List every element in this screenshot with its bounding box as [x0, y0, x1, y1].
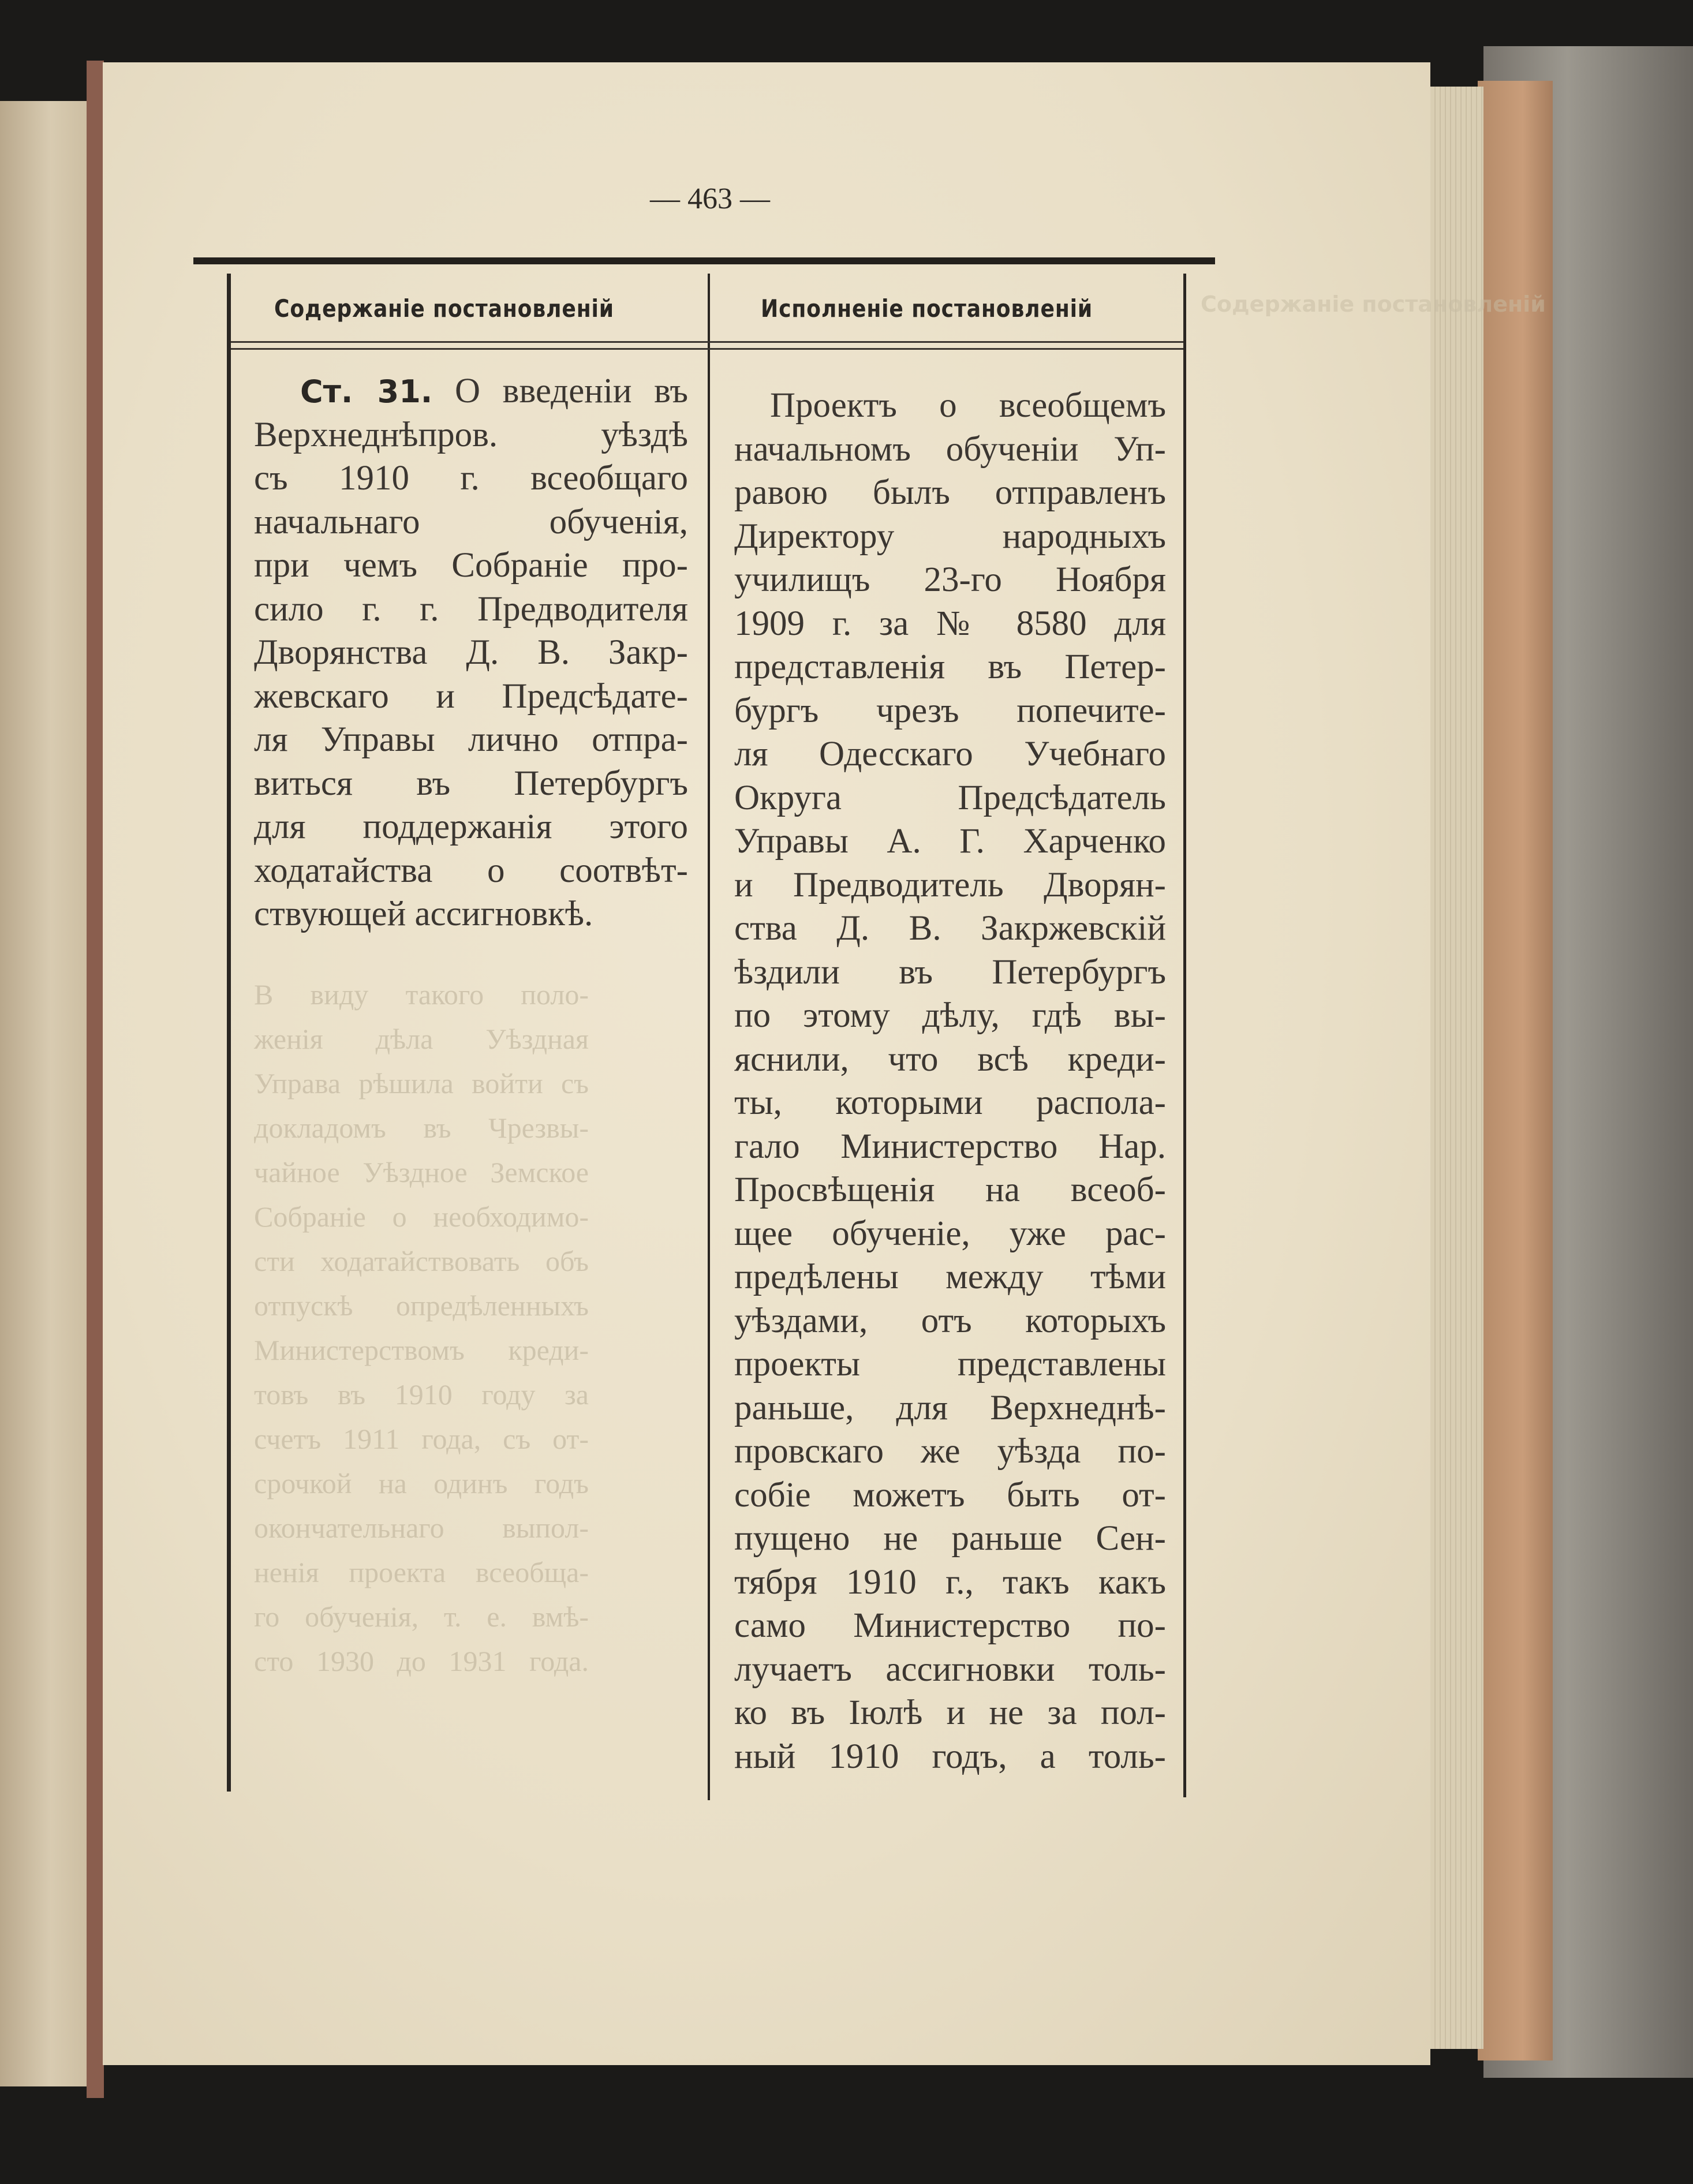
table-right-border	[1183, 274, 1186, 1797]
left-line: жевскаго и Предсѣдате-	[254, 676, 688, 716]
bleed-through-header: Содержаніе постановленій	[1201, 291, 1546, 317]
header-content-of-resolutions: Содержаніе постановленій	[274, 294, 614, 323]
right-line: яснили, что всѣ креди-	[734, 1039, 1166, 1079]
book-spine	[87, 61, 104, 2098]
right-line: Управы А. Г. Харченко	[734, 822, 1166, 861]
right-line: Проектъ о всеобщемъ	[770, 386, 1166, 425]
article-label: Ст. 31.	[300, 373, 433, 410]
right-line: и Предводитель Дворян-	[734, 865, 1166, 904]
right-line: тября 1910 г., такъ какъ	[734, 1562, 1166, 1602]
header-rule-upper	[231, 341, 1183, 343]
right-column-text	[734, 384, 1166, 1778]
left-page-edge	[0, 101, 101, 2086]
right-line: провскаго же уѣзда по-	[734, 1432, 1166, 1471]
left-line: Дворянства Д. В. Закр-	[254, 633, 688, 672]
right-line: ко въ Іюлѣ и не за пол-	[734, 1693, 1166, 1732]
left-line: съ 1910 г. всеобщаго	[254, 459, 688, 498]
right-line: бургъ чрезъ попечите-	[734, 691, 1166, 730]
left-line: сило г. г. Предводителя	[254, 589, 688, 629]
left-line: при чемъ Собраніе про-	[254, 546, 688, 585]
table-top-rule	[193, 257, 1215, 264]
right-line: училищъ 23-го Ноября	[734, 560, 1166, 599]
right-line: предѣлены между тѣми	[734, 1258, 1166, 1296]
right-line: ты, которыми распола-	[734, 1083, 1166, 1122]
cover-board	[1478, 81, 1553, 2060]
right-line: представленія въ Петер-	[734, 648, 1166, 686]
right-line: гало Министерство Нар.	[734, 1127, 1166, 1166]
right-line: ля Одесскаго Учебнаго	[734, 735, 1166, 773]
left-line: начальнаго обученія,	[254, 502, 688, 541]
right-line: раньше, для Верхнеднѣ-	[734, 1388, 1166, 1427]
page-stack-edge	[1426, 87, 1483, 2049]
left-first-line-text: О введеніи въ	[454, 372, 689, 410]
right-line: ѣздили въ Петербургъ	[734, 952, 1166, 992]
left-column-text	[254, 369, 688, 936]
right-line: 1909 г. за № 8580 для	[734, 604, 1166, 643]
right-line: ный 1910 годъ, а толь-	[734, 1737, 1166, 1776]
left-line: для поддержанія этого	[254, 807, 688, 846]
header-execution-of-resolutions: Исполненіе постановленій	[761, 294, 1093, 323]
left-line: ствующей ассигновкѣ.	[254, 895, 593, 933]
right-line: Просвѣщенія на всеоб-	[734, 1170, 1166, 1209]
table-middle-divider	[708, 274, 710, 1800]
bleed-through-text: В виду такого поло- женія дѣла Уѣздная Управа рѣшила войти съ докладомъ въ Чрезвы- чайное Уѣздное Земское Собраніе о необходимо- сти ходатайствовать объ отпускѣ опредѣленныхъ Министерствомъ креди- товъ въ 1910 году за счетъ 1911 года, съ от- срочкой на одинъ годъ окончательнаго выпол- ненія проекта всеобща- го обученія, т. е. вмѣ- сто 1930 до 1931 года.	[254, 978, 589, 1677]
right-line: ства Д. В. Закржевскій	[734, 909, 1166, 948]
left-line: ля Управы лично отпра-	[254, 720, 688, 759]
right-line: равою былъ отправленъ	[734, 473, 1166, 512]
right-line: начальномъ обученіи Уп-	[734, 429, 1166, 469]
right-line: проекты представлены	[734, 1345, 1166, 1383]
right-line: уѣздами, отъ которыхъ	[734, 1301, 1166, 1340]
right-line: Округа Предсѣдатель	[734, 778, 1166, 817]
left-line: ходатайства о соотвѣт-	[254, 851, 688, 890]
header-rule-lower	[231, 348, 1183, 350]
page-number: — 463 —	[650, 182, 770, 215]
right-line: щее обученіе, уже рас-	[734, 1214, 1166, 1253]
right-line: собіе можетъ быть от-	[734, 1475, 1166, 1514]
left-line: Верхнеднѣпров. уѣздѣ	[254, 415, 688, 454]
right-line: лучаетъ ассигновки толь-	[734, 1650, 1166, 1689]
right-line: пущено не раньше Сен-	[734, 1519, 1166, 1558]
right-line: по этому дѣлу, гдѣ вы-	[734, 996, 1166, 1035]
left-line: виться въ Петербургъ	[254, 764, 688, 803]
right-line: Директору народныхъ	[734, 517, 1166, 556]
right-line: само Министерство по-	[734, 1606, 1166, 1645]
left-first-line	[254, 369, 688, 413]
table-left-border	[227, 274, 231, 1792]
